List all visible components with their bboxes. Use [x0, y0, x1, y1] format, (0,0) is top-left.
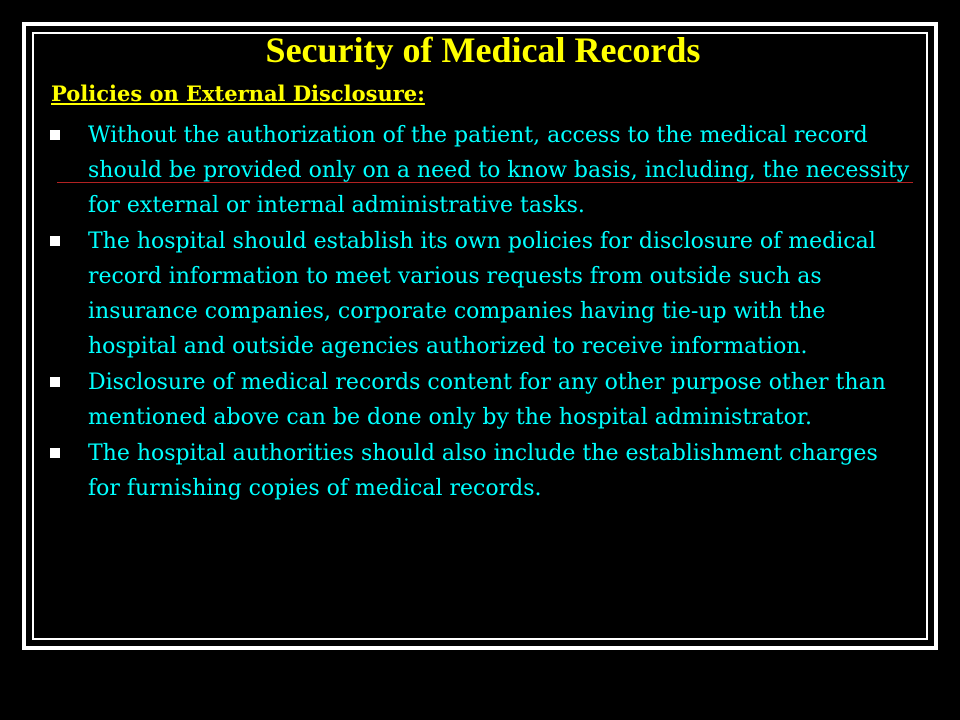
slide-title: Security of Medical Records	[265, 30, 701, 70]
bullet-item	[50, 365, 910, 435]
bullet-text: Disclosure of medical records content for any other purpose other than mentioned above can be done only by the hospital administrator.	[88, 370, 886, 430]
bullet-item	[50, 118, 910, 223]
section-subtitle: Policies on External Disclosure:	[51, 81, 425, 106]
bullet-item	[50, 224, 910, 364]
bullet-list	[50, 118, 910, 507]
bullet-text: The hospital authorities should also include the establishment charges for furnishing copies of medical records.	[88, 441, 878, 501]
bullet-text: Without the authorization of the patient, access to the medical record should be provided only on a need to know basis, including, the necessity for external or internal administrative tasks.	[88, 123, 910, 218]
bullet-item	[50, 436, 910, 506]
square-bullet-icon	[50, 448, 60, 458]
square-bullet-icon	[50, 236, 60, 246]
bullet-text: The hospital should establish its own policies for disclosure of medical record information to meet various requests from outside such as insurance companies, corporate companies having tie-up with the hospital and outside agencies authorized to receive information.	[88, 229, 876, 359]
square-bullet-icon	[50, 377, 60, 387]
square-bullet-icon	[50, 130, 60, 140]
